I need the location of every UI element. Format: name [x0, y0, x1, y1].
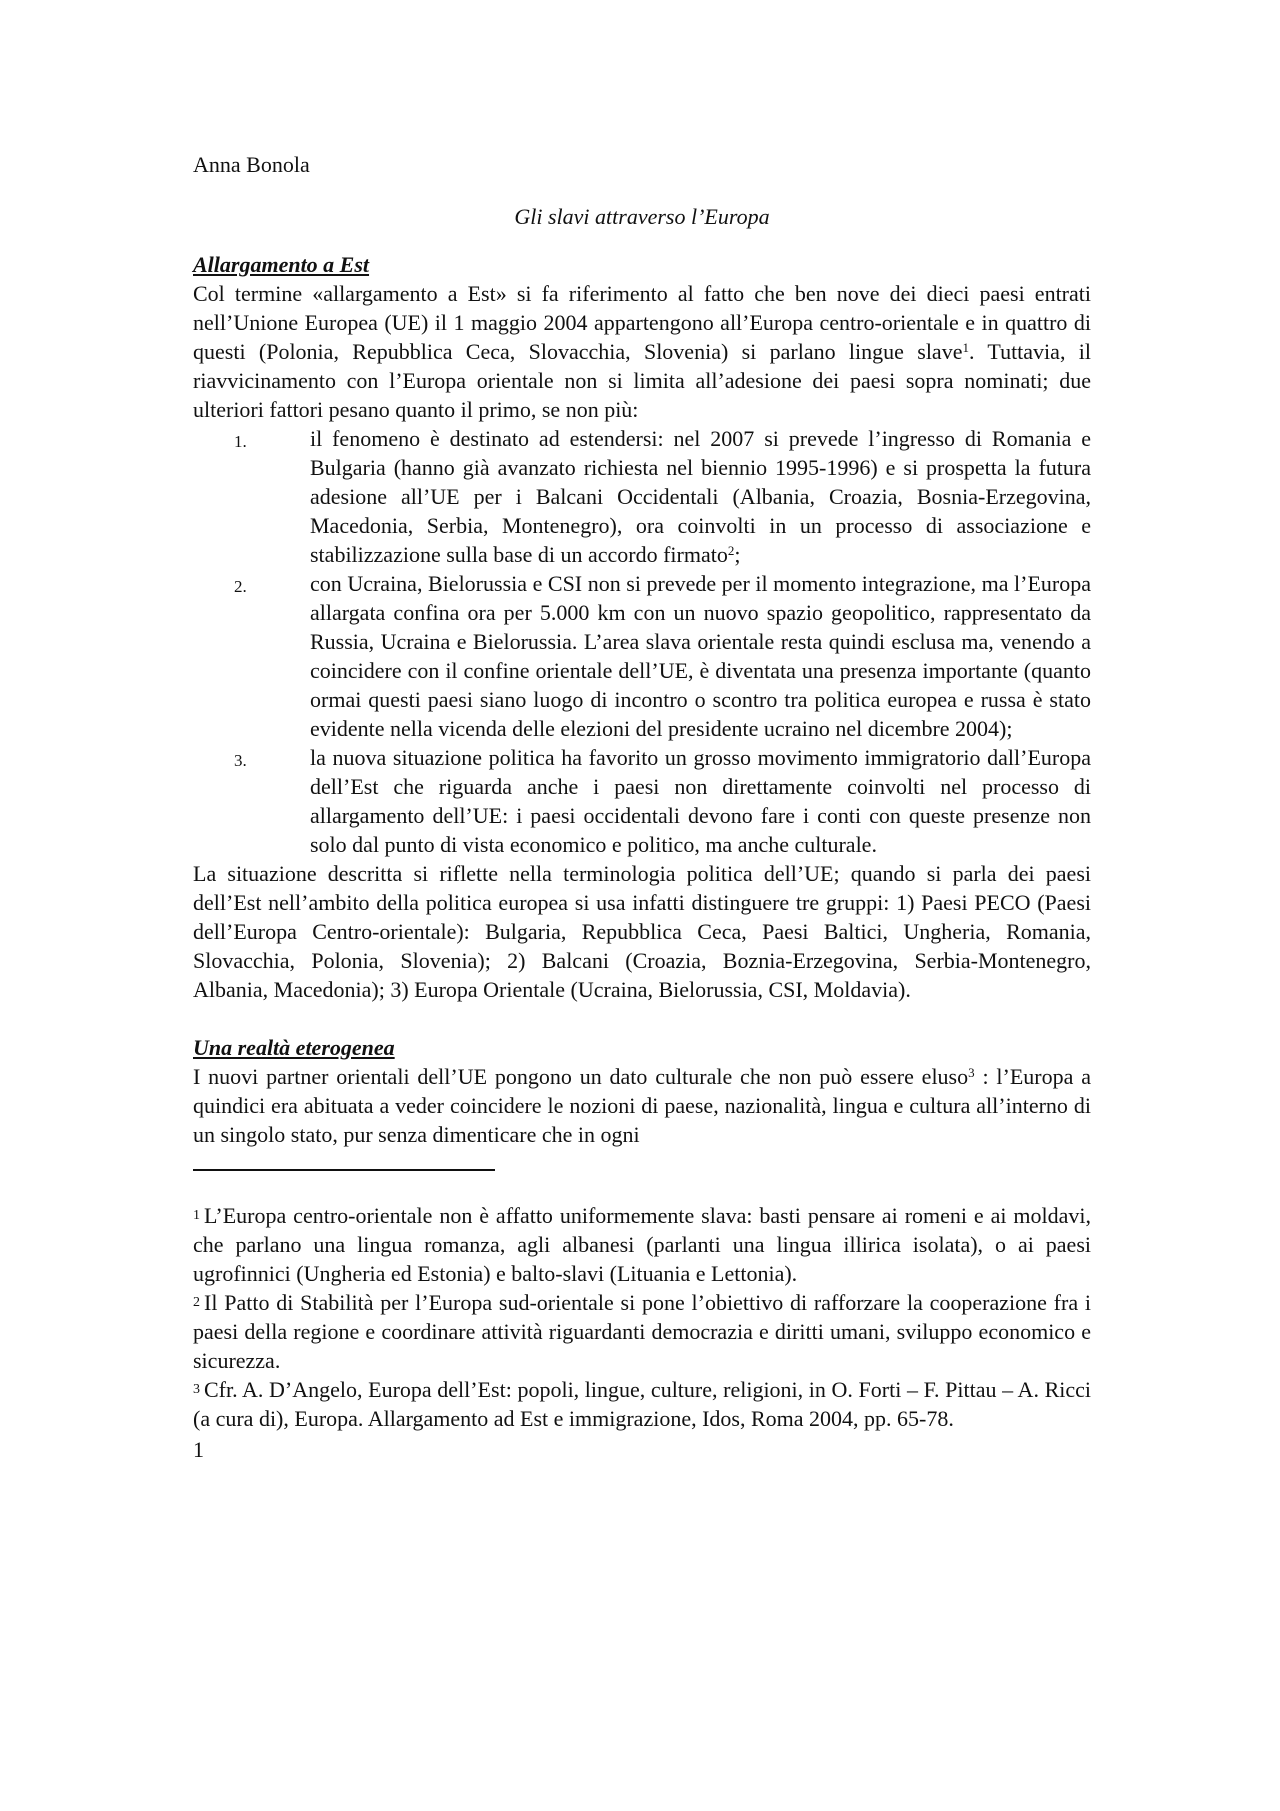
footnote-text: L’Europa centro-orientale non è affatto uniformemente slava: basti pensare ai romeni e ai moldavi, che parlano una lingua romanza, agli albanesi (parlanti una lingua illirica isolata), o ai paesi ugrofinnici (Ungheria ed Estonia) e balto-slavi (Lituania e Lettonia). [193, 1203, 1091, 1286]
list-item-text: con Ucraina, Bielorussia e CSI non si prevede per il momento integrazione, ma l’Europa allargata confina ora per 5.000 km con un nuovo spazio geopolitico, rappresentato da Russia, Ucraina e Bielorussia. L’area slava orientale resta quindi esclusa ma, venendo a coincidere con il confine orientale dell’UE, è diventata una presenza importante (quanto ormai questi paesi siano luogo di incontro o scontro tra politica europea e russa è stato evidente nella vicenda delle elezioni del presidente ucraino nel dicembre 2004); [310, 571, 1091, 741]
list-item [193, 743, 1091, 859]
footnotes [193, 1201, 1091, 1433]
intro-text-a: Col termine «allargamento a Est» si fa riferimento al fatto che ben nove dei dieci paesi entrati nell’Unione Europea (UE) il 1 maggio 2004 appartengono all’Europa centro-orientale e in quattro di questi (Polonia, Repubblica Ceca, Slovacchia, Slovenia) si parlano lingue slave [193, 281, 1091, 364]
footnote-ref-3[interactable]: 3 [968, 1065, 975, 1080]
footnote-ref-1[interactable]: 1 [962, 340, 969, 355]
page-number: 1 [193, 1437, 204, 1462]
intro-paragraph [193, 279, 1091, 424]
section2-paragraph [193, 1062, 1091, 1149]
footnote-3 [193, 1375, 1091, 1433]
footnote-number: 3 [193, 1382, 200, 1397]
document-title: Gli slavi attraverso l’Europa [514, 204, 770, 229]
footnote-number: 1 [193, 1208, 200, 1223]
author-name: Anna Bonola [193, 152, 310, 177]
list-item-tail: ; [734, 542, 741, 567]
list-item-text: la nuova situazione politica ha favorito un grosso movimento immigratorio dall’Europa dell’Est che riguarda anche i paesi non direttamente coinvolti nel processo di allargamento dell’UE: i paesi occidentali devono fare i conti con queste presenze non solo dal punto di vista economico e politico, ma anche culturale. [310, 745, 1091, 857]
footnote-ref-2[interactable]: 2 [727, 543, 735, 558]
list-item [193, 424, 1091, 569]
list-item [193, 569, 1091, 743]
list-item-text: il fenomeno è destinato ad estendersi: nel 2007 si prevede l’ingresso di Romania e Bulgaria (hanno già avanzato richiesta nel biennio 1995-1996) e si prospetta la futura adesione all’UE per i Balcani Occidentali (Albania, Croazia, Bosnia-Erzegovina, Macedonia, Serbia, Montenegro), ora coinvolti in un processo di associazione e stabilizzazione sulla base di un accordo firmato [310, 426, 1091, 567]
intro-text-b: . Tuttavia, il riavvicinamento con l’Europa orientale non si limita all’adesione dei paesi sopra nominati; due ulteriori fattori pesano quanto il primo, se non più: [193, 339, 1092, 422]
footnote-text: Cfr. A. D’Angelo, Europa dell’Est: popoli, lingue, culture, religioni, in O. Forti – F. Pittau – A. Ricci (a cura di), Europa. Allargamento ad Est e immigrazione, Idos, Roma 2004, pp. 65-78. [193, 1377, 1091, 1431]
section-heading-realta: Una realtà eterogenea [193, 1035, 395, 1060]
footnote-text: Il Patto di Stabilità per l’Europa sud-orientale si pone l’obiettivo di rafforzare la cooperazione fra i paesi della regione e coordinare attività riguardanti democrazia e diritti umani, sviluppo economico e sicurezza. [193, 1290, 1091, 1373]
document-page [193, 150, 1091, 1464]
factors-list [193, 424, 1091, 859]
section-heading-allargamento: Allargamento a Est [193, 252, 370, 277]
section2-text-a: I nuovi partner orientali dell’UE pongono un dato culturale che non può essere eluso [193, 1064, 969, 1089]
section-spacer [193, 1004, 1091, 1033]
list-item-number: 3. [234, 751, 247, 770]
footnote-separator [193, 1169, 495, 1171]
list-item-number: 1. [234, 432, 247, 451]
footnote-2 [193, 1288, 1091, 1375]
list-item-number: 2. [234, 577, 247, 596]
closing-paragraph: La situazione descritta si riflette nella terminologia politica dell’UE; quando si parla dei paesi dell’Est nell’ambito della politica europea si usa infatti distinguere tre gruppi: 1) Paesi PECO (Paesi dell’Europa Centro-orientale): Bulgaria, Repubblica Ceca, Paesi Baltici, Ungheria, Romania, Slovacchia, Polonia, Slovenia); 2) Balcani (Croazia, Boznia-Erzegovina, Serbia-Montenegro, Albania, Macedonia); 3) Europa Orientale (Ucraina, Bielorussia, CSI, Moldavia). [193, 861, 1091, 1002]
footnote-number: 2 [193, 1295, 200, 1310]
section2-text-b: : l’Europa a quindici era abituata a veder coincidere le nozioni di paese, nazionalità, lingua e cultura all’interno di un singolo stato, pur senza dimenticare che in ogni [193, 1064, 1091, 1147]
footnote-1 [193, 1201, 1091, 1288]
